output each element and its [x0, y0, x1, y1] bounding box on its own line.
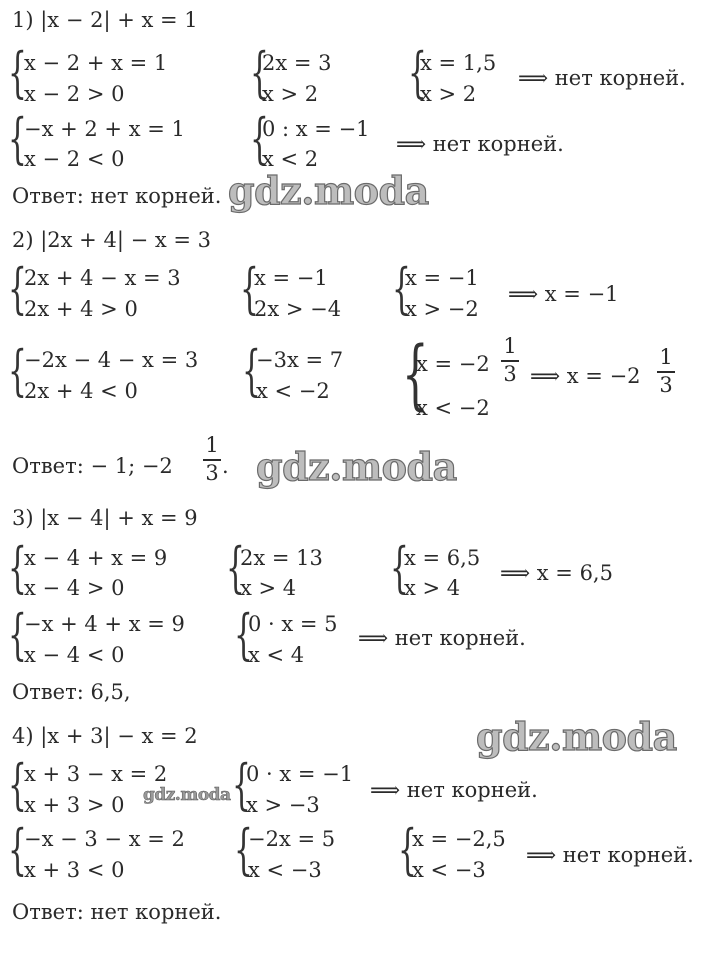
system-brace: { [242, 339, 261, 402]
problem-4-heading: 4) |x + 3| − x = 2 [12, 724, 198, 748]
result-text: ⟹ нет корней. [358, 626, 526, 650]
equation: x = 1,5 [420, 51, 497, 75]
equation: −2x = 5 [248, 827, 336, 851]
system-brace: { [234, 603, 253, 666]
result-text: ⟹ x = −1 [508, 282, 619, 306]
equation: 2x = 3 [262, 51, 332, 75]
system-brace: { [8, 257, 27, 320]
system-brace: { [234, 818, 253, 881]
watermark: gdz.moda [476, 714, 677, 759]
system-brace: { [8, 339, 27, 402]
equation: x < −2 [416, 396, 490, 420]
equation: x > 4 [240, 576, 297, 600]
equation: x > 4 [404, 576, 461, 600]
equation: −x + 2 + x = 1 [24, 117, 185, 141]
problem-3-heading: 3) |x − 4| + x = 9 [12, 506, 198, 530]
equation: x − 2 < 0 [24, 147, 125, 171]
system-brace: { [398, 818, 417, 881]
system-brace: { [392, 257, 411, 320]
system-brace: { [8, 41, 27, 104]
equation: x − 4 + x = 9 [24, 546, 168, 570]
watermark: gdz.moda [143, 785, 231, 805]
problem-2-heading: 2) |2x + 4| − x = 3 [12, 228, 211, 252]
equation: 2x + 4 > 0 [24, 297, 138, 321]
answer-text: Ответ: 6,5, [12, 680, 131, 704]
watermark: gdz.moda [256, 444, 457, 489]
result-text: ⟹ нет корней. [370, 778, 538, 802]
equation: x = 6,5 [404, 546, 481, 570]
watermark: gdz.moda [228, 168, 429, 213]
equation: x − 4 < 0 [24, 643, 125, 667]
system-brace: { [8, 603, 27, 666]
fraction-denominator: 3 [205, 461, 219, 485]
fraction-numerator: 1 [503, 334, 517, 358]
answer-text: Ответ: нет корней. [12, 184, 222, 208]
equation: x > −2 [405, 297, 479, 321]
system-brace: { [240, 257, 259, 320]
equation: x + 3 > 0 [24, 793, 125, 817]
equation: x < −2 [256, 379, 330, 403]
system-brace: { [408, 41, 427, 104]
equation: −3x = 7 [256, 348, 344, 372]
system-brace: { [390, 536, 409, 599]
equation: x = −2,5 [412, 827, 506, 851]
system-brace: { [8, 536, 27, 599]
answer-period: . [222, 454, 229, 478]
equation: x > 2 [420, 82, 477, 106]
equation: 2x + 4 − x = 3 [24, 266, 181, 290]
equation: 2x = 13 [240, 546, 323, 570]
equation: 0 · x = −1 [246, 762, 354, 786]
equation: x − 2 + x = 1 [24, 51, 168, 75]
system-brace: { [250, 107, 269, 170]
equation: −2x − 4 − x = 3 [24, 348, 199, 372]
system-brace: { [226, 536, 245, 599]
equation: x > 2 [262, 82, 319, 106]
equation: −x − 3 − x = 2 [24, 827, 185, 851]
answer-text: Ответ: − 1; −2 [12, 454, 173, 478]
equation: 0 : x = −1 [262, 117, 370, 141]
fraction-denominator: 3 [659, 373, 673, 397]
result-text: ⟹ x = −2 [530, 364, 641, 388]
equation: −x + 4 + x = 9 [24, 612, 185, 636]
equation: 2x + 4 < 0 [24, 379, 138, 403]
fraction-numerator: 1 [205, 433, 219, 457]
equation: x < −3 [248, 858, 322, 882]
system-brace: { [8, 818, 27, 881]
equation: x < 4 [248, 643, 305, 667]
answer-text: Ответ: нет корней. [12, 900, 222, 924]
system-brace: { [232, 753, 251, 816]
system-brace: { [8, 753, 27, 816]
problem-1-heading: 1) |x − 2| + x = 1 [12, 8, 198, 32]
system-brace: { [250, 41, 269, 104]
equation: x = −1 [254, 266, 328, 290]
equation: x < 2 [262, 147, 319, 171]
equation: 2x > −4 [254, 297, 342, 321]
result-text: ⟹ нет корней. [526, 843, 694, 867]
result-text: ⟹ нет корней. [396, 132, 564, 156]
result-text: ⟹ нет корней. [518, 66, 686, 90]
system-brace: { [8, 107, 27, 170]
equation: x − 2 > 0 [24, 82, 125, 106]
equation: x < −3 [412, 858, 486, 882]
result-text: ⟹ x = 6,5 [500, 561, 613, 585]
equation: 0 · x = 5 [248, 612, 338, 636]
equation: x = −1 [405, 266, 479, 290]
equation: x > −3 [246, 793, 320, 817]
fraction-denominator: 3 [503, 362, 517, 386]
equation: x + 3 < 0 [24, 858, 125, 882]
system-brace: { [402, 329, 429, 418]
equation: x − 4 > 0 [24, 576, 125, 600]
equation: x = −2 [416, 352, 490, 376]
fraction-numerator: 1 [659, 345, 673, 369]
equation: x + 3 − x = 2 [24, 762, 168, 786]
